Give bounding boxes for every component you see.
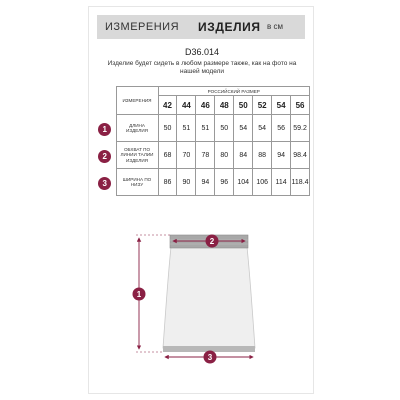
table-corner-label: ИЗМЕРЕНИЯ	[116, 87, 158, 115]
row-label-length	[116, 115, 158, 142]
row-label-line: ИЗДЕЛИЯ	[126, 157, 148, 163]
row-marker-cell	[94, 115, 116, 142]
table-cell: 106	[253, 169, 272, 196]
row-label-waist	[116, 142, 158, 169]
table-cell: 118.4	[291, 169, 310, 196]
row-label-line: НИЗУ	[130, 182, 144, 187]
table-cell: 56	[272, 115, 291, 142]
table-cell: 51	[196, 115, 215, 142]
fit-note-line-1: Изделие будет сидеть в любом размере также, как на фото на	[107, 60, 297, 67]
fit-note	[103, 60, 301, 76]
table-cell: 104	[234, 169, 253, 196]
title-unit: в см	[267, 22, 283, 31]
table-cell: 90	[177, 169, 196, 196]
skirt-diagram	[89, 225, 315, 375]
marker-badge-1: 1	[98, 123, 111, 136]
table-header-row-top	[94, 87, 310, 96]
table-cell: 51	[177, 115, 196, 142]
size-header-cell: 54	[272, 96, 291, 115]
table-cell: 80	[215, 142, 234, 169]
table-cell: 94	[196, 169, 215, 196]
marker-label-1: 1	[136, 290, 142, 299]
size-header-cell: 48	[215, 96, 234, 115]
title-word-garment: ИЗДЕЛИЯ	[198, 20, 261, 34]
row-marker-cell	[94, 142, 116, 169]
row-label-hem	[116, 169, 158, 196]
fit-note-line-2: нашей модели	[179, 68, 225, 75]
row-label-line: ИЗДЕЛИЯ	[126, 128, 148, 133]
marker-badge-3: 3	[98, 177, 111, 190]
size-chart-sheet	[88, 6, 314, 394]
table-cell: 98.4	[291, 142, 310, 169]
size-header-cell: 50	[234, 96, 253, 115]
size-header-cell: 44	[177, 96, 196, 115]
russian-size-header: РОССИЙСКИЙ РАЗМЕР	[158, 87, 310, 96]
row-label-line: ШИРИНА ПО	[122, 176, 152, 182]
title-word-measurements: ИЗМЕРЕНИЯ	[105, 21, 180, 33]
table-cell: 50	[215, 115, 234, 142]
size-header-cell: 52	[253, 96, 272, 115]
table-cell: 88	[253, 142, 272, 169]
table-cell: 94	[272, 142, 291, 169]
row-marker-cell	[94, 169, 116, 196]
table-cell: 96	[215, 169, 234, 196]
title-banner	[97, 15, 305, 39]
size-header-cell: 46	[196, 96, 215, 115]
table-row-length	[94, 115, 310, 142]
table-corner-empty	[94, 87, 116, 115]
table-cell: 68	[158, 142, 177, 169]
product-code: D36.014	[184, 47, 220, 57]
table-cell: 84	[234, 142, 253, 169]
table-cell: 54	[234, 115, 253, 142]
size-table	[94, 86, 310, 196]
table-row-hem	[94, 169, 310, 196]
size-header-cell: 56	[291, 96, 310, 115]
marker-badge-2: 2	[98, 150, 111, 163]
row-label-line: ДЛИНА	[129, 122, 145, 128]
marker-label-3: 3	[207, 353, 213, 362]
table-cell: 78	[196, 142, 215, 169]
table-cell: 114	[272, 169, 291, 196]
marker-label-2: 2	[209, 237, 215, 246]
table-cell: 86	[158, 169, 177, 196]
table-cell: 50	[158, 115, 177, 142]
size-header-cell: 42	[158, 96, 177, 115]
skirt-body	[163, 247, 255, 348]
table-cell: 54	[253, 115, 272, 142]
table-cell: 70	[177, 142, 196, 169]
row-label-line: ЛИНИИ ТАЛИИ	[120, 152, 154, 158]
row-label-line: ОБХВАТ ПО	[123, 146, 151, 152]
table-row-waist	[94, 142, 310, 169]
table-cell: 59.2	[291, 115, 310, 142]
